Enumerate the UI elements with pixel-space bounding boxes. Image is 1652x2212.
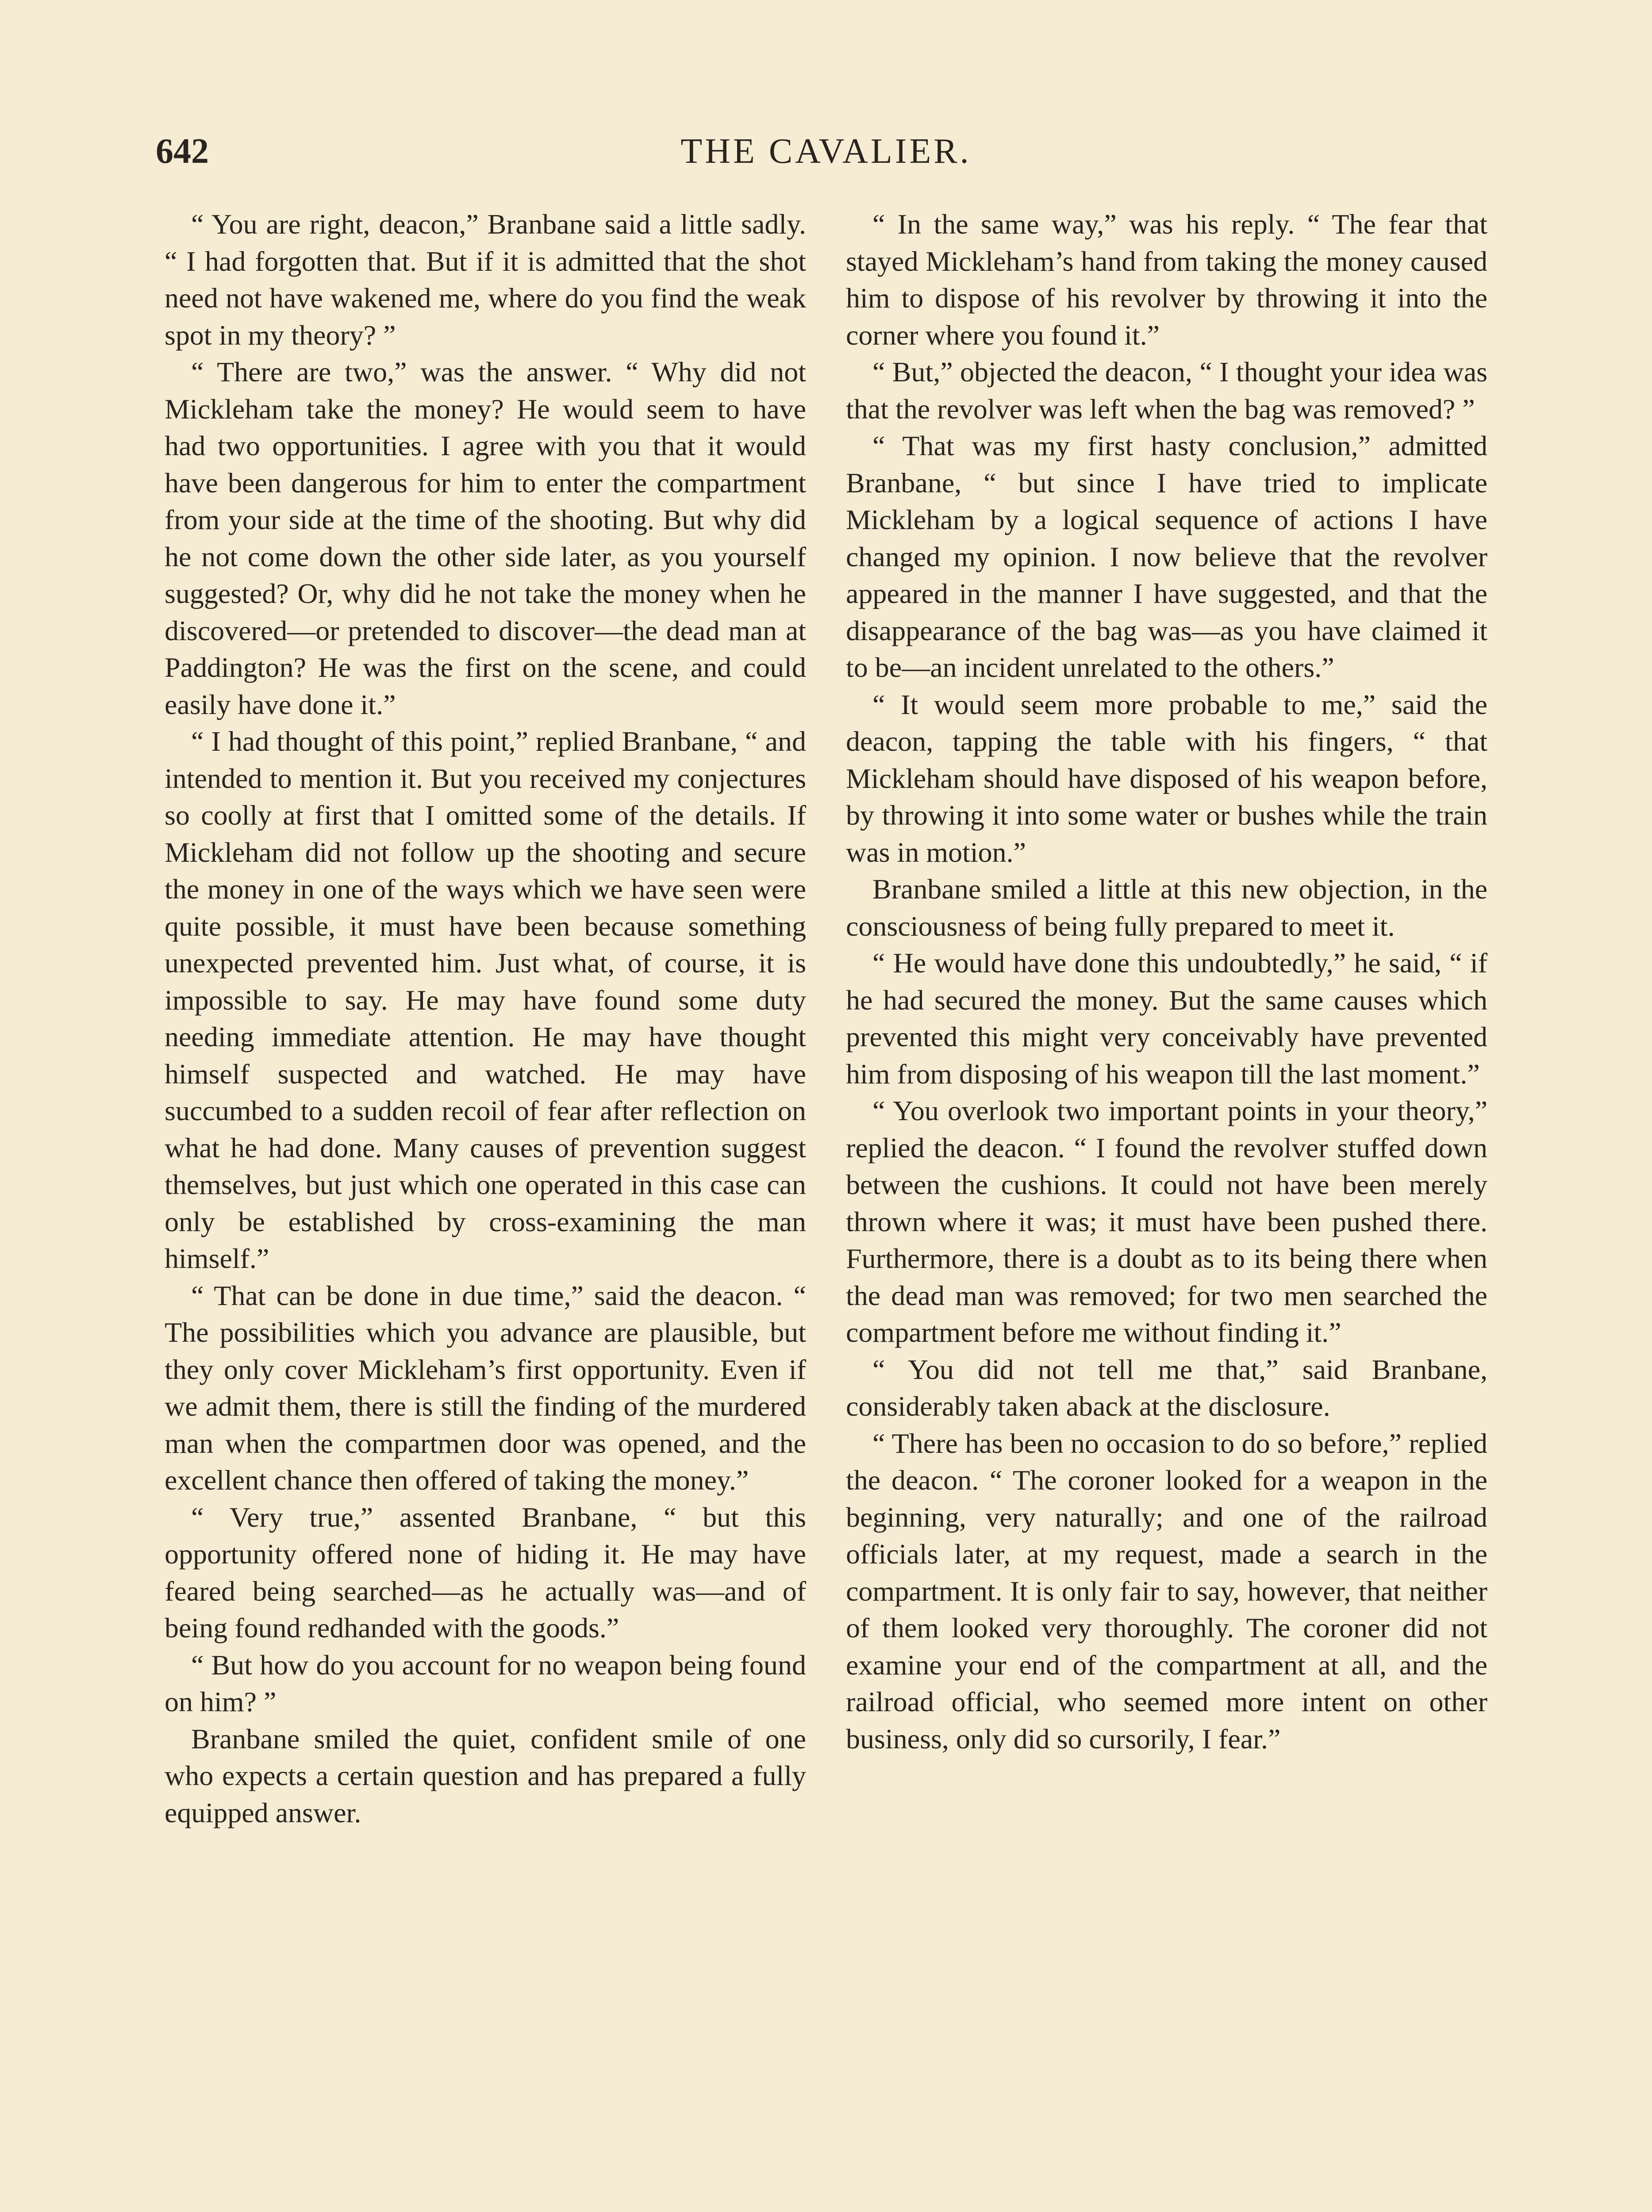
paragraph: Branbane smiled the quiet, confident smile of one who expects a certain question and has prepared a fully equipped answer. [165,1723,806,1828]
right-column [846,206,1487,1757]
paragraph: “ You overlook two important points in your theory,” replied the deacon. “ I found the revolver stuffed down between the cushions. It could not have been merely thrown where it was; it must have been pushed there. Furthermore, there is a doubt as to its being there when the dead man was removed; for two men searched the compartment before me without finding it.” [846,1095,1487,1348]
paragraph: “ That was my first hasty conclusion,” admitted Branbane, “ but since I have tried to implicate Mickleham by a logical sequence of actions I have changed my opinion. I now believe that the revolver appeared in the manner I have suggested, and that the disappearance of the bag was—as you have claimed it to be—an incident unrelated to the others.” [846,430,1487,683]
paragraph: “ You are right, deacon,” Branbane said a little sadly. “ I had forgotten that. But if it is admitted that the shot need not have wakened me, where do you find the weak spot in my theory? ” [165,208,806,351]
paragraph: “ He would have done this undoubtedly,” he said, “ if he had secured the money. But the same causes which prevented this might very conceivably have prevented him from disposing of his weapon till the last moment.” [846,947,1487,1090]
paragraph: “ But how do you account for no weapon being found on him? ” [165,1649,806,1717]
paragraph: “ There are two,” was the answer. “ Why did not Mickleham take the money? He would seem to have had two opportunities. I agree with you that it would have been dangerous for him to enter the compartment from your side at the time of the shooting. But why did he not come down the other side later, as you yourself suggested? Or, why did he not take the money when he discovered—or pretended to discover—the dead man at Paddington? He was the first on the scene, and could easily have done it.” [165,356,806,720]
paragraph: “ That can be done in due time,” said the deacon. “ The possibilities which you advance are plausible, but they only cover Mickleham’s first opportunity. Even if we admit them, there is still the finding of the murdered man when the compartmen door was opened, and the excellent chance then offered of taking the money.” [165,1279,806,1496]
page-number: 642 [156,132,209,171]
paragraph: “ Very true,” assented Branbane, “ but this opportunity offered none of hiding it. He may have feared being searched—as he actually was—and of being found redhanded with the goods.” [165,1501,806,1644]
paragraph: “ I had thought of this point,” replied Branbane, “ and intended to mention it. But you received my conjectures so coolly at first that I omitted some of the details. If Mickleham did not follow up the shooting and secure the money in one of the ways which we have seen were quite possible, it must have been because something unexpected prevented him. Just what, of course, it is impossible to say. He may have found some duty needing immediate attention. He may have thought himself suspected and watched. He may have succumbed to a sudden recoil of fear after reflection on what he had done. Many causes of prevention suggest themselves, but just which one operated in this case can only be established by cross-examining the man himself.” [165,726,806,1274]
paragraph: Branbane smiled a little at this new objection, in the consciousness of being fully prepared to meet it. [846,873,1487,942]
paragraph: “ You did not tell me that,” said Branbane, considerably taken aback at the disclosure. [846,1353,1487,1422]
paragraph: “ It would seem more probable to me,” said the deacon, tapping the table with his fingers, “ that Mickleham should have disposed of his weapon before, by throwing it into some water or bushes while the train was in motion.” [846,688,1487,868]
running-title: THE CAVALIER. [680,132,972,171]
paragraph: “ In the same way,” was his reply. “ The fear that stayed Mickleham’s hand from taking the money caused him to dispose of his revolver by throwing it into the corner where you found it.” [846,208,1487,351]
paragraph: “ But,” objected the deacon, “ I thought your idea was that the revolver was left when the bag was removed? ” [846,356,1487,425]
page-header [0,125,1652,178]
paragraph: “ There has been no occasion to do so before,” replied the deacon. “ The coroner looked for a weapon in the beginning, very naturally; and one of the railroad officials later, at my request, made a search in the compartment. It is only fair to say, however, that neither of them looked very thoroughly. The coroner did not examine your end of the compartment at all, and the railroad official, who seemed more intent on other business, only did so cursorily, I fear.” [846,1427,1487,1755]
left-column [165,206,806,1831]
